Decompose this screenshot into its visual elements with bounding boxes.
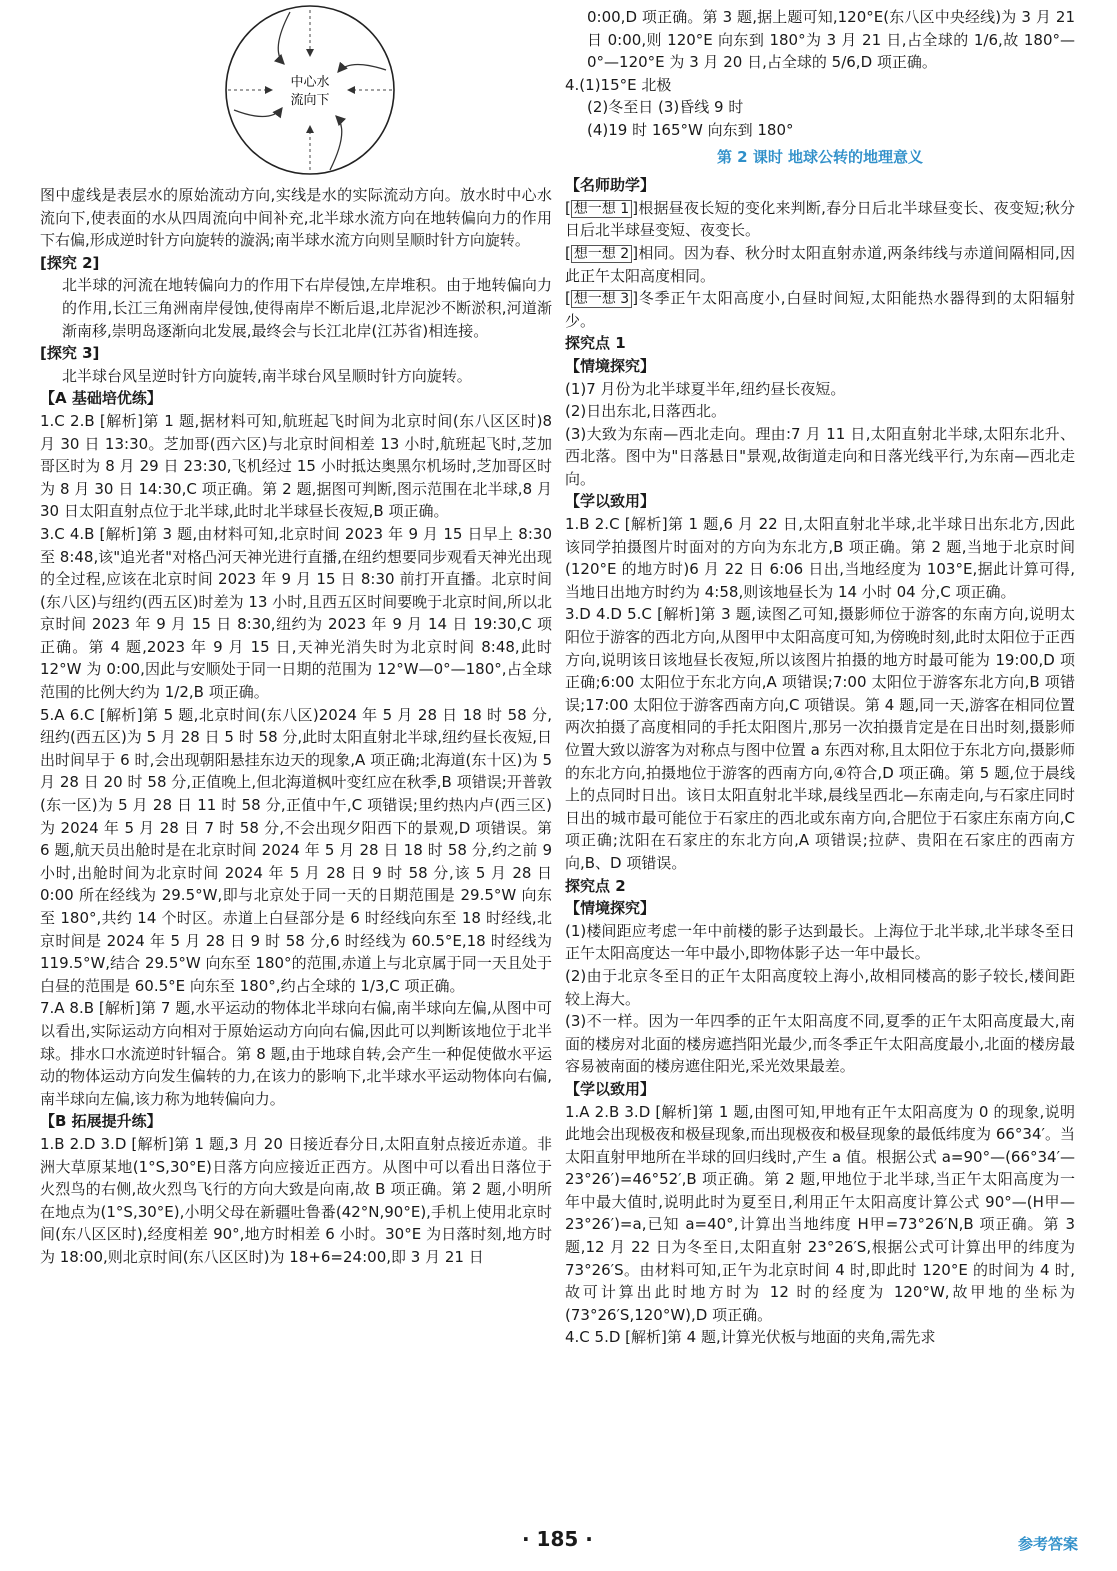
think-2-text: 相同。因为春、秋分时太阳直射赤道,两条纬线与赤道间隔相同,因此正午太阳高度相同。 <box>565 243 1075 285</box>
think-3-text: 冬季正午太阳高度小,白昼时间短,太阳能热水器得到的太阳辐射少。 <box>565 289 1075 330</box>
answer-4-3: (4)19 时 165°W 向东到 180° <box>587 120 794 139</box>
scene-1-heading: 【情境探究】 <box>565 356 656 375</box>
section-a-heading: 【A 基础培优练】 <box>40 389 162 408</box>
think-3: [ 想一想 3 ]冬季正午太阳高度小,白昼时间短,太阳能热水器得到的太阳辐射少。 <box>565 289 1075 330</box>
answer-a-5-6: 5.A 6.C [解析]第 5 题,北京时间(东八区)2024 年 5 月 28 日 18 时 58 分,纽约(西五区)为 5 月 28 日 5 时 58 分,此时太阳直射北半球,纽约昼长夜短,日出时间早于 6 时,会出现朝阳悬挂东边天的现象,A 项正确;北海道(东十区)为 5 月 28 日 20 时 58 分,正值晚上,但北海道枫叶变红应在秋季,B 项错误;开普敦(东一区)为 5 月 28 日 11 时 58 分,正值中午,C 项错误;里约热内卢(西三区)为 2024 年 5 月 28 日 7 时 58 分,不会出现夕阳西下的景观,D 项错误。第 6 题,航天员出舱时是在北京时间 2024 年 5 月 28 日 18 时 58 分,约之前 9 小时,出舱时间为北京时间 2024 年 5 月 28 日 9 时 58 分,该 5 月 28 日 0:00 所在经线为 29.5°W,即与北京处于同一天的日期范围是 29.5°W 向东至 180°,共约 14 个时区。赤道上白昼部分是 6 时经线向东至 18 时经线,北京时间是 2024 年 5 月 28 日 9 时 58 分,6 时经线为 60.5°E,18 时经线为 119.5°W,结合 29.5°W 向东至 180°的范围,赤道上与北京属于同一天且处于白昼的范围是 60.5°E 向东至 180°,约占全球的 1/3,C 项正确。 <box>40 705 552 995</box>
explore2-text: 北半球的河流在地转偏向力的作用下右岸侵蚀,左岸堆积。由于地转偏向力的作用,长江三角洲南岸侵蚀,使得南岸不断后退,北岸泥沙不断淤积,河道渐渐南移,崇明岛逐渐向北发展,最终会与长江北岸(江苏省)相连接。 <box>62 276 552 340</box>
answer-a-7-8: 7.A 8.B [解析]第 7 题,水平运动的物体北半球向右偏,南半球向左偏,从图中可以看出,实际运动方向相对于原始运动方向向右偏,因此可以判断该地位于北半球。排水口水流逆时针辐合。第 8 题,由于地球自转,会产生一种促使做水平运动的物体运动方向发生偏转的力,在该力的影响下,北半球水平运动物体向右偏,南半球向左偏,该力称为地转偏向力。 <box>40 999 552 1108</box>
diagram-caption: 图中虚线是表层水的原始流动方向,实线是水的实际流动方向。放水时中心水流向下,使表面的水从四周流向中间补充,北半球水流方向在地转偏向力的作用下右偏,形成逆时针方向旋转的漩涡;南半球水流方向则呈顺时针方向旋转。 <box>40 186 552 250</box>
page-number: · 185 · <box>522 1527 593 1551</box>
diagram-label-1: 中心水 <box>290 75 330 90</box>
point-1-heading: 探究点 1 <box>565 334 626 353</box>
reference-answer-label: 参考答案 <box>1018 1535 1079 1553</box>
diagram-label-2: 流向下 <box>290 93 330 108</box>
lesson-title: 第 2 课时 地球公转的地理意义 <box>716 147 924 166</box>
scene-1-item-3: (3)大致为东南—西北走向。理由:7 月 11 日,太阳直射北半球,太阳东北升、西北落。图中为"日落悬日"景观,故街道走向和日落光线平行,为东南—西北走向。 <box>565 424 1075 488</box>
teacher-help-heading: 【名师助学】 <box>565 176 656 195</box>
apply-2-heading: 【学以致用】 <box>565 1079 656 1098</box>
answer-continued: 0:00,D 项正确。第 3 题,据上题可知,120°E(东八区中央经线)为 3 月 21 日 0:00,则 120°E 向东到 180°为 3 月 21 日,占全球的 1/6,故 180°—0°—120°E 为 3 月 20 日,占全球的 5/6,D 项正确。 <box>587 8 1075 72</box>
explore2-label: [探究 2] <box>40 253 100 272</box>
explore3-label: [探究 3] <box>40 344 100 363</box>
apply-2-answer-4-5: 4.C 5.D [解析]第 4 题,计算光伏板与地面的夹角,需先求 <box>565 1328 936 1347</box>
apply-1-answer-3-5: 3.D 4.D 5.C [解析]第 3 题,读图乙可知,摄影师位于游客的东南方向,说明太阳位于游客的西北方向,从图甲中太阳高度可知,为傍晚时刻,此时太阳位于正西方向,说明该日该地昼长夜短,所以该图片拍摄的地方时最可能为 19:00,D 项正确;6:00 太阳位于东北方向,A 项错误;7:00 太阳位于游客东北方向,B 项错误;17:00 太阳位于游客西南方向,C 项错误。第 4 题,同一天,游客在相同位置两次拍摄了高度相同的手托太阳图片,那另一次拍摄肯定是在日出时刻,摄影师位置大致以游客为对称点与图中位置 a 东西对称,且太阳位于东北方向,摄影师的东北方向,拍摄地位于游客的西南方向,④符合,D 项正确。第 5 题,位于晨线上的点同时日出。该日太阳直射北半球,晨线呈西北—东南走向,与石家庄同时日出的城市最可能位于石家庄的西北或东南方向,合肥位于石家庄东南方向,C 项正确;沈阳在石家庄的东北方向,A 项错误;拉萨、贵阳在石家庄的西南方向,B、D 项错误。 <box>565 605 1075 872</box>
water-flow-diagram <box>210 0 410 180</box>
scene-1-item-1: (1)7 月份为北半球夏半年,纽约昼长夜短。 <box>565 379 846 398</box>
think-3-label: 想一想 3 <box>571 290 632 308</box>
think-1-text: 根据昼夜长短的变化来判断,春分日后北半球昼变长、夜变短;秋分日后北半球昼变短、夜变长。 <box>565 198 1075 240</box>
basin-circle <box>226 6 394 174</box>
right-column <box>565 6 1075 1349</box>
apply-2-answer-1-3: 1.A 2.B 3.D [解析]第 1 题,由图可知,甲地有正午太阳高度为 0 的现象,说明此地会出现极夜和极昼现象,而出现极夜和极昼现象的最低纬度为 66°34′。当太阳直射甲地所在半球的回归线时,产生 a 值。根据公式 a=90°—(66°34′—23°26′)=46°52′,B 项正确。第 2 题,甲地位于北半球,当正午太阳高度为一年中最大值时,说明此时为夏至日,利用正午太阳高度计算公式 90°—(H甲—23°26′)=a,已知 a=40°,计算出当地纬度 H甲=73°26′N,B 项正确。第 3 题,12 月 22 日为冬至日,太阳直射 23°26′S,根据公式可计算出甲的纬度为 73°26′S。由材料可知,正午为北京时间 4 时,即此时 120°E 的时间为 4 时,故可计算出此时地方时为 12 时的经度为 120°W,故甲地的坐标为(73°26′S,120°W),D 项正确。 <box>565 1102 1075 1324</box>
explore3-text: 北半球台风呈逆时针方向旋转,南半球台风呈顺时针方向旋转。 <box>62 366 472 385</box>
answer-a-3-4: 3.C 4.B [解析]第 3 题,由材料可知,北京时间 2023 年 9 月 15 日早上 8:30 至 8:48,该"追光者"对格凸河天神光进行直播,在纽约想要同步观看天神光出现的全过程,应该在北京时间 2023 年 9 月 15 日 8:30 前打开直播。北京时间(东八区)与纽约(西五区)时差为 13 小时,且西五区时间要晚于北京时间,所以北京时间 2023 年 9 月 15 日 8:30,纽约为 2023 年 9 月 14 日 19:30,C 项正确。第 4 题,2023 年 9 月 15 日,天神光消失时为北京时间 8:48,此时 12°W 为 0:00,因此与安顺处于同一日期的范围为 12°W—0°—180°,占全球范围的比例大约为 1/2,B 项正确。 <box>40 524 552 702</box>
think-1: [ 想一想 1 ]根据昼夜长短的变化来判断,春分日后北半球昼变长、夜变短;秋分日后北半球昼变短、夜变长。 <box>565 198 1075 240</box>
point-2-heading: 探究点 2 <box>565 876 626 895</box>
scene-2-item-3: (3)不一样。因为一年四季的正午太阳高度不同,夏季的正午太阳高度最大,南面的楼房对北面的楼房遮挡阳光最少,而冬季正午太阳高度最小,北面的楼房最容易被南面的楼房遮住阳光,采光效果最差。 <box>565 1012 1075 1076</box>
answer-4-2: (2)冬至日 (3)昏线 9 时 <box>587 98 744 117</box>
section-b-heading: 【B 拓展提升练】 <box>40 1112 162 1131</box>
apply-1-answer-1-2: 1.B 2.C [解析]第 1 题,6 月 22 日,太阳直射北半球,北半球日出东北方,因此该同学拍摄图片时面对的方向为东北方,B 项正确。第 2 题,当地于北京时间(120°E 的地方时)6 月 22 日 6:06 日出,当地经度为 103°E,据此计算可得,当地日出地方时约为 4:58,则该地昼长为 14 小时 04 分,C 项正确。 <box>565 515 1075 601</box>
scene-2-item-1: (1)楼间距应考虑一年中前楼的影子达到最长。上海位于北半球,北半球冬至日正午太阳高度达一年中最小,即物体影子达一年中最长。 <box>565 921 1075 963</box>
think-1-label: 想一想 1 <box>571 200 632 218</box>
scene-1-item-2: (2)日出东北,日落西北。 <box>565 402 727 421</box>
answer-b-1-3: 1.B 2.D 3.D [解析]第 1 题,3 月 20 日接近春分日,太阳直射点接近赤道。非洲大草原某地(1°S,30°E)日落方向应接近正西方。从图中可以看出日落位于火烈鸟的右侧,故火烈鸟飞行的方向大致是向南,故 B 项正确。第 2 题,小明所在地点为(1°S,30°E),小明父母在新疆吐鲁番(42°N,90°E),手机上使用北京时间(东八区区时),经度相差 90°,地方时相差 6 小时。30°E 为日落时刻,地方时为 18:00,则北京时间(东八区区时)为 18+6=24:00,即 3 月 21 日 <box>40 1134 552 1266</box>
scene-2-heading: 【情境探究】 <box>565 899 656 918</box>
think-2-label: 想一想 2 <box>571 245 632 263</box>
answer-4-1: 4.(1)15°E 北极 <box>565 75 672 94</box>
left-column <box>40 0 552 1269</box>
think-2: [ 想一想 2 ]相同。因为春、秋分时太阳直射赤道,两条纬线与赤道间隔相同,因此正午太阳高度相同。 <box>565 243 1075 285</box>
scene-2-item-2: (2)由于北京冬至日的正午太阳高度较上海小,故相同楼高的影子较长,楼间距较上海大。 <box>565 966 1075 1008</box>
apply-1-heading: 【学以致用】 <box>565 492 656 511</box>
answer-a-1-2: 1.C 2.B [解析]第 1 题,据材料可知,航班起飞时间为北京时间(东八区区时)8 月 30 日 13:30。芝加哥(西六区)与北京时间相差 13 小时,航班起飞时,芝加哥区时为 8 月 29 日 23:30,飞机经过 15 小时抵达奥黑尔机场时,芝加哥区时为 8 月 30 日 14:30,C 项正确。第 2 题,据图可判断,图示范围在北半球,8 月 30 日太阳直射点位于北半球,此时北半球昼长夜短,B 项正确。 <box>40 411 552 521</box>
